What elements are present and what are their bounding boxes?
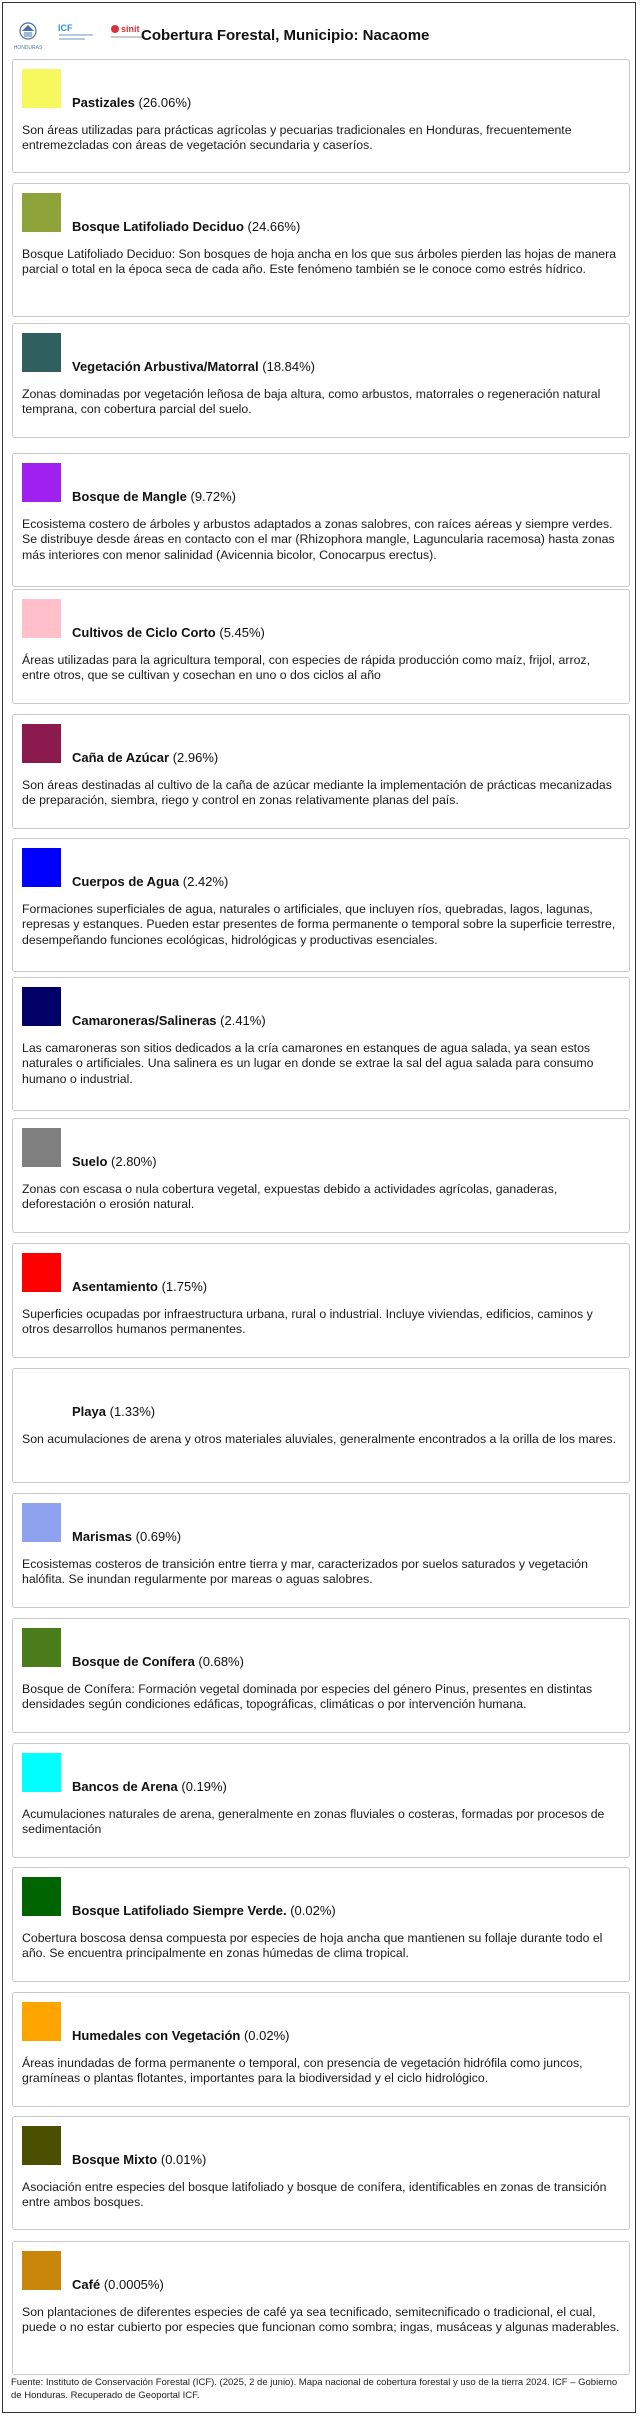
- color-swatch: [22, 724, 61, 763]
- category-name: Suelo: [72, 1154, 108, 1169]
- category-percent: (0.19%): [181, 1779, 227, 1794]
- category-card: [12, 1118, 630, 1233]
- color-swatch: [22, 2251, 61, 2290]
- color-swatch: [22, 1378, 61, 1417]
- color-swatch: [22, 599, 61, 638]
- category-card: [12, 1493, 630, 1608]
- category-description: Ecosistemas costeros de transición entre tierra y mar, caracterizados por suelos saturados y vegetación halófita. Se inundan regularmente por mareas o aguas salobres.: [22, 1557, 588, 1587]
- category-label: [72, 1154, 157, 1169]
- category-name: Playa: [72, 1404, 106, 1419]
- category-name: Cuerpos de Agua: [72, 874, 180, 889]
- category-description: Son áreas destinadas al cultivo de la caña de azúcar mediante la implementación de prácticas mecanizadas de preparación, siembra, riego y control en zonas relativamente planas del país.: [22, 778, 612, 808]
- category-description: Son plantaciones de diferentes especies de café ya sea tecnificado, semitecnificado o tradicional, el cual, puede o no estar cubierto por especies que funcionan como sombra; ingas, musáceas y algunas maderables.: [22, 2305, 620, 2335]
- category-name: Vegetación Arbustiva/Matorral: [72, 359, 259, 374]
- category-name: Humedales con Vegetación: [72, 2028, 241, 2043]
- color-swatch: [22, 193, 61, 232]
- category-description: Son áreas utilizadas para prácticas agrícolas y pecuarias tradicionales en Honduras, frecuentemente entremezcladas con áreas de vegetación secundaria y caseríos.: [22, 123, 572, 153]
- color-swatch: [22, 1753, 61, 1792]
- category-card: [12, 2116, 630, 2230]
- category-description: Asociación entre especies del bosque latifoliado y bosque de conífera, identificables en zonas de transición entre ambos bosques.: [22, 2180, 607, 2210]
- svg-text:ICF: ICF: [58, 23, 73, 33]
- category-name: Marismas: [72, 1529, 132, 1544]
- page-title: Cobertura Forestal, Municipio: Nacaome: [141, 27, 430, 44]
- category-label: [72, 1529, 181, 1544]
- color-swatch: [22, 848, 61, 887]
- category-percent: (2.96%): [172, 750, 219, 765]
- category-name: Asentamiento: [72, 1279, 158, 1294]
- category-label: [72, 1654, 244, 1669]
- category-label: [72, 1903, 336, 1918]
- color-swatch: [22, 1503, 61, 1542]
- category-percent: (0.68%): [198, 1654, 244, 1669]
- category-card: [12, 183, 630, 317]
- category-description: Zonas con escasa o nula cobertura vegetal, expuestas debido a actividades agrícolas, ganaderas, deforestación o erosión natural.: [22, 1182, 558, 1212]
- honduras-emblem-icon: [13, 21, 43, 45]
- category-name: Bosque de Mangle: [72, 489, 187, 504]
- color-swatch: [22, 1877, 61, 1916]
- category-label: [72, 489, 236, 504]
- category-percent: (2.41%): [220, 1013, 266, 1028]
- sinit-logo-text: sinit: [121, 24, 140, 34]
- category-card: [12, 453, 630, 587]
- category-label: [72, 2152, 206, 2167]
- category-description: Formaciones superficiales de agua, naturales o artificiales, que incluyen ríos, quebradas, lagos, lagunas, represas y estanques. Pueden estar presentes de forma permanente o temporal sobre la superficie terrestre, desempeñando funciones ecológicas, hidrológicas y productivas esenciales.: [22, 902, 616, 947]
- color-swatch: [22, 1253, 61, 1292]
- category-label: [72, 2277, 164, 2292]
- category-label: [72, 1779, 227, 1794]
- category-percent: (0.02%): [243, 2028, 290, 2043]
- category-card: [12, 1618, 630, 1733]
- category-card: [12, 1368, 630, 1483]
- category-percent: (9.72%): [190, 489, 237, 504]
- color-swatch: [22, 987, 61, 1026]
- category-percent: (24.66%): [247, 219, 301, 234]
- category-percent: (2.80%): [111, 1154, 157, 1169]
- category-card: [12, 1243, 630, 1358]
- category-percent: (1.33%): [109, 1404, 156, 1419]
- category-description: Son acumulaciones de arena y otros materiales aluviales, generalmente encontrados a la orilla de los mares.: [22, 1432, 616, 1446]
- category-percent: (5.45%): [219, 625, 265, 640]
- category-card: [12, 589, 630, 704]
- icf-logo: [57, 21, 95, 43]
- category-name: Bosque Latifoliado Deciduo: [72, 219, 244, 234]
- category-label: [72, 874, 228, 889]
- icf-icon: [57, 21, 95, 43]
- header: [3, 3, 635, 51]
- color-swatch: [22, 2126, 61, 2165]
- category-description: Zonas dominadas por vegetación leñosa de baja altura, como arbustos, matorrales o regeneración natural temprana, con cobertura parcial del suelo.: [22, 387, 601, 417]
- category-name: Caña de Azúcar: [72, 750, 170, 765]
- category-name: Pastizales: [72, 95, 135, 110]
- logo-group: [13, 21, 149, 51]
- category-card: [12, 714, 630, 829]
- category-card: [12, 323, 630, 438]
- color-swatch: [22, 1628, 61, 1667]
- category-name: Bosque de Conífera: [72, 1654, 195, 1669]
- category-label: [72, 219, 300, 234]
- category-name: Café: [72, 2277, 101, 2292]
- category-name: Bancos de Arena: [72, 1779, 178, 1794]
- category-percent: (0.02%): [290, 1903, 336, 1918]
- category-label: [72, 625, 265, 640]
- category-description: Las camaroneras son sitios dedicados a la cría camarones en estanques de agua salada, ya sean estos naturales o artificiales. Una salinera es un lugar en donde se extrae la sal del agua salada para consumo humano o industrial.: [22, 1041, 594, 1086]
- category-name: Bosque Mixto: [72, 2152, 158, 2167]
- category-description: Cobertura boscosa densa compuesta por especies de hoja ancha que mantienen su follaje durante todo el año. Se encuentra principalmente en zonas húmedas de clima tropical.: [22, 1931, 603, 1961]
- report-frame: [2, 2, 636, 2413]
- category-label: [72, 2028, 290, 2043]
- color-swatch: [22, 463, 61, 502]
- category-description: Áreas inundadas de forma permanente o temporal, con presencia de vegetación hidrófila como juncos, gramíneas o plantas flotantes, importantes para la biodiversidad y el ciclo hidrológico.: [22, 2056, 583, 2086]
- category-percent: (0.01%): [160, 2152, 207, 2167]
- category-percent: (2.42%): [182, 874, 229, 889]
- category-percent: (26.06%): [138, 95, 192, 110]
- category-description: Bosque Latifoliado Deciduo: Son bosques de hoja ancha en los que sus árboles pierden las hojas de manera parcial o total en la época seca de cada año. Este fenómeno también se le conoce como estrés hídrico.: [22, 247, 617, 277]
- category-card: [12, 1743, 630, 1858]
- category-percent: (18.84%): [262, 359, 316, 374]
- category-description: Bosque de Conífera: Formación vegetal dominada por especies del género Pinus, presentes en distintas densidades según condiciones edáficas, topográficas, climáticas o por intervención humana.: [22, 1682, 593, 1712]
- category-card: [12, 1867, 630, 1982]
- source-citation: Fuente: Instituto de Conservación Forestal (ICF). (2025, 2 de junio). Mapa nacional de cobertura forestal y uso de la tierra 2024. ICF – Gobierno de Honduras. Recuperado de Geoportal ICF.: [11, 2377, 618, 2401]
- category-card: [12, 838, 630, 972]
- category-card: [12, 1992, 630, 2107]
- color-swatch: [22, 2002, 61, 2041]
- category-name: Camaroneras/Salineras: [72, 1013, 217, 1028]
- category-label: [72, 1013, 266, 1028]
- category-label: [72, 1404, 155, 1419]
- category-name: Bosque Latifoliado Siempre Verde.: [72, 1903, 287, 1918]
- category-card: [12, 2241, 630, 2375]
- category-label: [72, 1279, 207, 1294]
- category-name: Cultivos de Ciclo Corto: [72, 625, 216, 640]
- category-label: [72, 359, 315, 374]
- color-swatch: [22, 1128, 61, 1167]
- color-swatch: [22, 69, 61, 108]
- category-percent: (0.69%): [135, 1529, 182, 1544]
- gobierno-honduras-logo: HONDURAS: [13, 21, 43, 51]
- category-card: [12, 977, 630, 1111]
- category-percent: (1.75%): [161, 1279, 208, 1294]
- color-swatch: [22, 333, 61, 372]
- category-description: Áreas utilizadas para la agricultura temporal, con especies de rápida producción como maíz, frijol, arroz, entre otros, que se cultivan y cosechan en uno o dos ciclos al año: [22, 653, 590, 683]
- category-label: [72, 95, 191, 110]
- category-card: [12, 59, 630, 173]
- category-label: [72, 750, 218, 765]
- category-description: Acumulaciones naturales de arena, generalmente en zonas fluviales o costeras, formadas por procesos de sedimentación: [22, 1807, 605, 1837]
- category-description: Ecosistema costero de árboles y arbustos adaptados a zonas salobres, con raíces aéreas y siempre verdes. Se distribuye desde áreas en contacto con el mar (Rhizophora mangle, Laguncularia racemosa) hasta zonas más interiores con menor salinidad (Avicennia bicolor, Conocarpus erectus).: [22, 517, 615, 562]
- category-description: Superficies ocupadas por infraestructura urbana, rural o industrial. Incluye viviendas, edificios, caminos y otros desarrollos humanos permanentes.: [22, 1307, 593, 1337]
- category-percent: (0.0005%): [103, 2277, 164, 2292]
